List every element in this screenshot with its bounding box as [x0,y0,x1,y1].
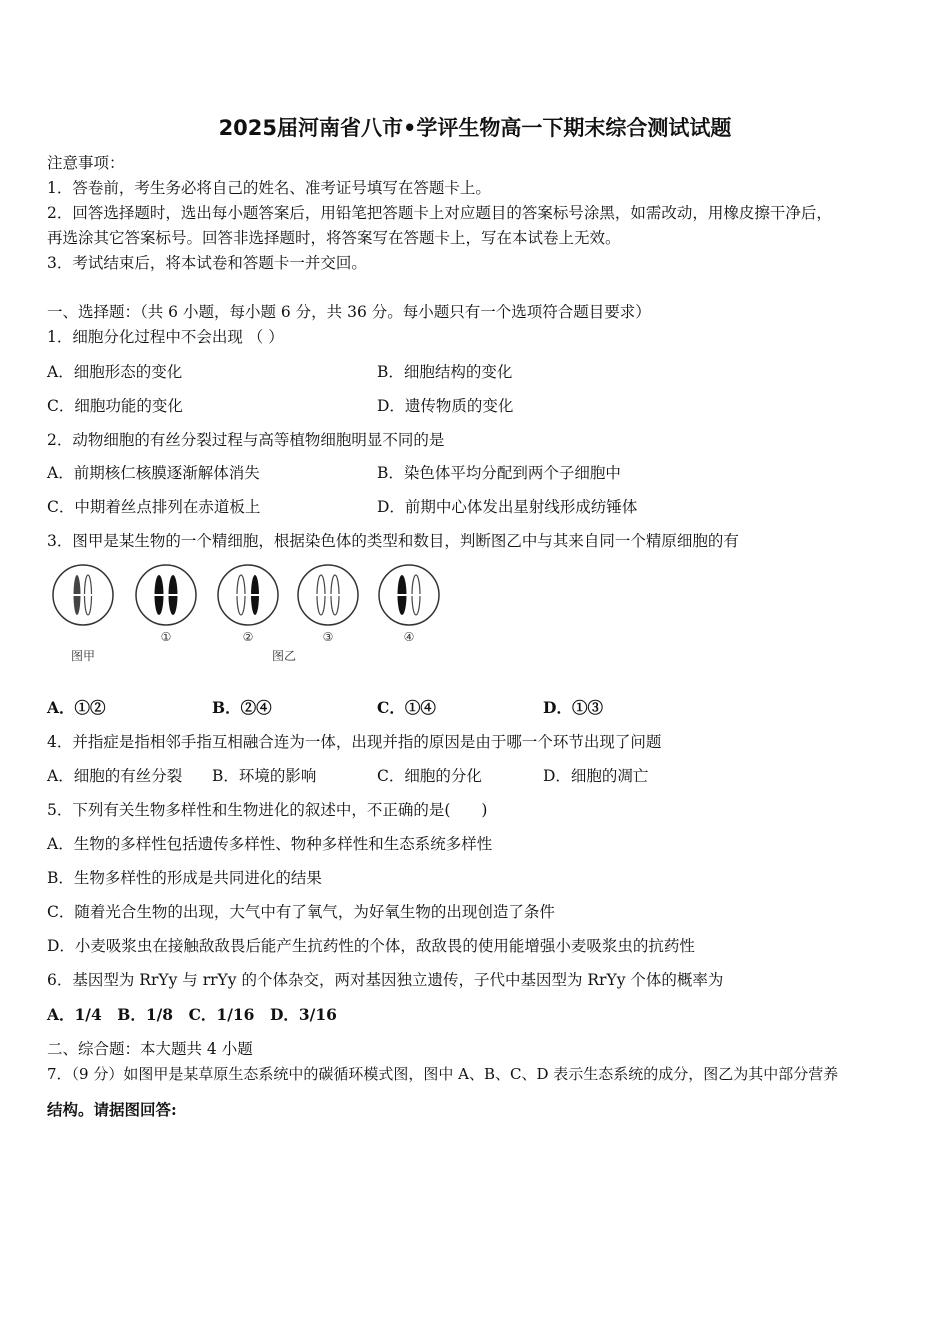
q1-option-b: B．细胞结构的变化 [377,363,513,381]
notice-item: 1．答卷前，考生务必将自己的姓名、准考证号填写在答题卡上。 [47,179,491,197]
chromosome-figure [50,562,450,674]
q3-option-d: D．①③ [543,698,603,717]
cell-4 [379,565,439,625]
q1-option-d: D．遗传物质的变化 [377,397,514,415]
cell-jia [53,565,113,625]
q3-stem: 3．图甲是某生物的一个精细胞，根据染色体的类型和数目，判断图乙中与其来自同一个精原细胞的有 [47,532,739,550]
q4-option-d: D．细胞的凋亡 [543,767,649,785]
q4-option-c: C．细胞的分化 [377,767,482,785]
q7-stem-continued: 结构。请据图回答: [47,1100,177,1119]
cell-1 [136,565,196,625]
q2-option-c: C．中期着丝点排列在赤道板上 [47,498,261,516]
q5-option-c: C．随着光合生物的出现，大气中有了氧气，为好氧生物的出现创造了条件 [47,903,555,921]
q1-option-a: A．细胞形态的变化 [47,363,183,381]
notice-item: 3．考试结束后，将本试卷和答题卡一并交回。 [47,254,367,272]
q4-option-a: A．细胞的有丝分裂 [47,767,183,785]
q3-option-c: C．①④ [377,698,436,717]
q2-option-b: B．染色体平均分配到两个子细胞中 [377,464,621,482]
q2-stem: 2．动物细胞的有丝分裂过程与高等植物细胞明显不同的是 [47,431,445,449]
cell-3 [298,565,358,625]
section2-heading: 二、综合题：本大题共 4 小题 [47,1040,253,1058]
q5-option-b: B．生物多样性的形成是共同进化的结果 [47,869,322,887]
q6-stem: 6．基因型为 RrYy 与 rrYy 的个体杂交，两对基因独立遗传，子代中基因型为 RrYy 个体的概率为 [47,971,724,989]
q4-stem: 4．并指症是指相邻手指互相融合连为一体，出现并指的原因是由于哪一个环节出现了问题 [47,733,662,751]
notice-heading: 注意事项： [47,154,125,172]
notice-item: 2．回答选择题时，选出每小题答案后，用铅笔把答题卡上对应题目的答案标号涂黑，如需改动，用橡皮擦干净后， [47,204,832,222]
q6-options: A．1/4 B．1/8 C．1/16 D．3/16 [47,1005,337,1024]
q5-stem: 5．下列有关生物多样性和生物进化的叙述中，不正确的是( ) [47,801,488,819]
q5-option-d: D．小麦吸浆虫在接触敌敌畏后能产生抗药性的个体，敌敌畏的使用能增强小麦吸浆虫的抗药性 [47,937,695,955]
cell-2 [218,565,278,625]
q3-option-b: B．②④ [212,698,272,717]
q7-stem: 7．（9 分）如图甲是某草原生态系统中的碳循环模式图，图中 A、B、C、D 表示生态系统的成分，图乙为其中部分营养 [47,1065,839,1083]
q3-option-a: A．①② [47,698,106,717]
notice-item: 再选涂其它答案标号。回答非选择题时，将答案写在答题卡上，写在本试卷上无效。 [47,229,621,247]
fig-num-3: ③ [322,630,334,644]
q1-option-c: C．细胞功能的变化 [47,397,183,415]
q5-option-a: A．生物的多样性包括遗传多样性、物种多样性和生态系统多样性 [47,835,493,853]
fig-label-jia: 图甲 [70,649,96,663]
q1-stem: 1．细胞分化过程中不会出现 （ ） [47,328,284,346]
section1-heading: 一、选择题：（共 6 小题，每小题 6 分，共 36 分。每小题只有一个选项符合题目要求） [47,303,651,321]
fig-num-1: ① [160,630,172,644]
fig-num-4: ④ [403,630,415,644]
fig-label-yi: 图乙 [271,649,297,663]
q2-option-a: A．前期核仁核膜逐渐解体消失 [47,464,260,482]
q4-option-b: B．环境的影响 [212,767,317,785]
q2-option-d: D．前期中心体发出星射线形成纺锤体 [377,498,638,516]
page-title: 2025届河南省八市•学评生物高一下期末综合测试试题 [218,116,732,140]
fig-num-2: ② [242,630,254,644]
